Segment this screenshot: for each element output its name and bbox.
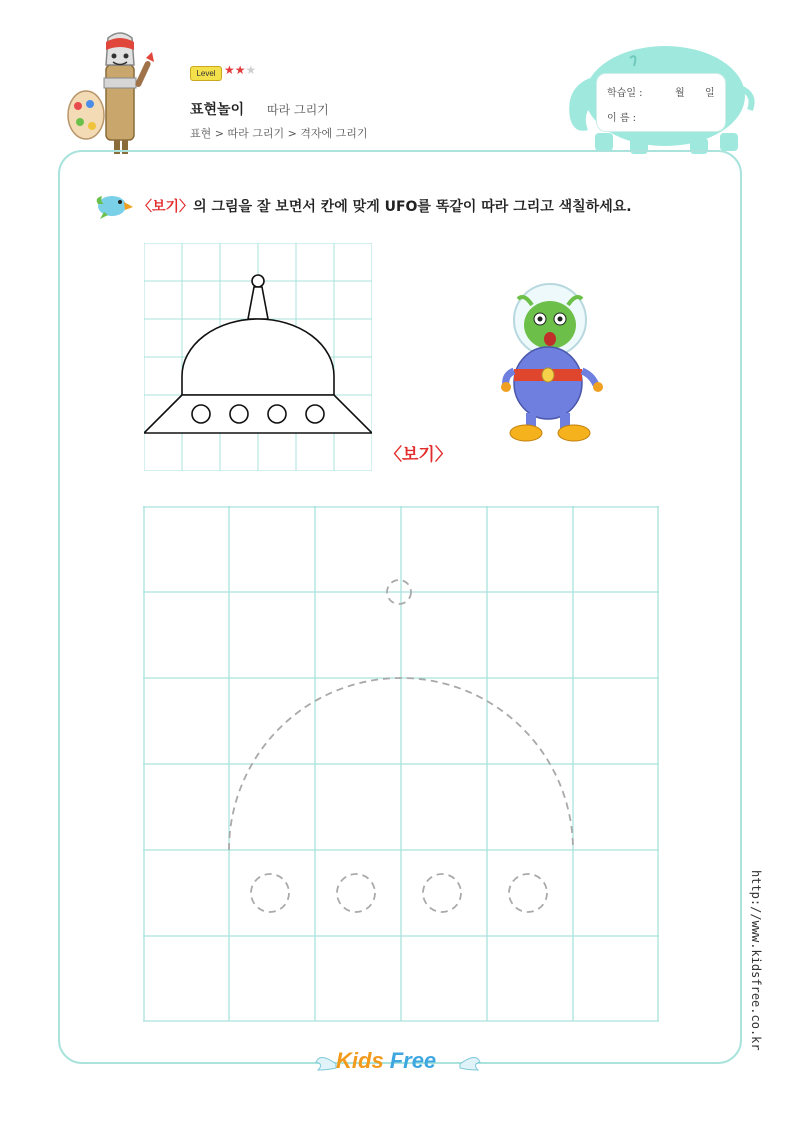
day-label: 일 xyxy=(705,88,715,99)
logo-free: Free xyxy=(389,1048,437,1073)
page-subtitle: 따라 그리기 xyxy=(267,103,329,117)
paintbrush-mascot-icon xyxy=(66,30,176,155)
logo-kids: Kids xyxy=(336,1048,384,1073)
star-icon: ★ xyxy=(224,63,235,77)
instruction-highlight: 〈보기〉 xyxy=(138,199,194,215)
guide-window-circle xyxy=(509,874,547,912)
side-url xyxy=(745,870,765,1060)
month-label: 월 xyxy=(675,88,685,99)
instruction-body: 의 그림을 잘 보면서 칸에 맞게 UFO를 똑같이 따라 그리고 색칠하세요. xyxy=(193,199,632,215)
instruction-text xyxy=(138,196,632,216)
page-title: 표현놀이 xyxy=(190,102,245,118)
guide-window-circle xyxy=(337,874,375,912)
date-label: 학습일 : xyxy=(607,88,643,99)
practice-grid[interactable] xyxy=(143,506,659,1022)
level-stars xyxy=(224,63,256,77)
kids-free-logo xyxy=(336,1048,436,1074)
example-label: 〈보기〉 xyxy=(385,445,452,465)
alien-icon xyxy=(498,275,610,443)
name-label: 이 름 : xyxy=(607,113,637,124)
parrot-icon xyxy=(94,190,134,220)
star-icon: ★ xyxy=(234,63,246,77)
guide-window-circle xyxy=(423,874,461,912)
practice-grid-lines xyxy=(143,506,659,1021)
example-ufo-grid xyxy=(144,243,372,471)
side-url-text[interactable]: http://www.kidsfree.co.kr xyxy=(749,870,763,1051)
breadcrumb: 표현 > 따라 그리기 > 격자에 그리기 xyxy=(190,127,368,140)
level-badge: Level xyxy=(190,66,222,81)
student-info-box xyxy=(596,73,726,132)
example-ufo-drawing xyxy=(144,275,372,433)
guide-window-circle xyxy=(251,874,289,912)
star-empty-icon: ★ xyxy=(245,63,257,77)
